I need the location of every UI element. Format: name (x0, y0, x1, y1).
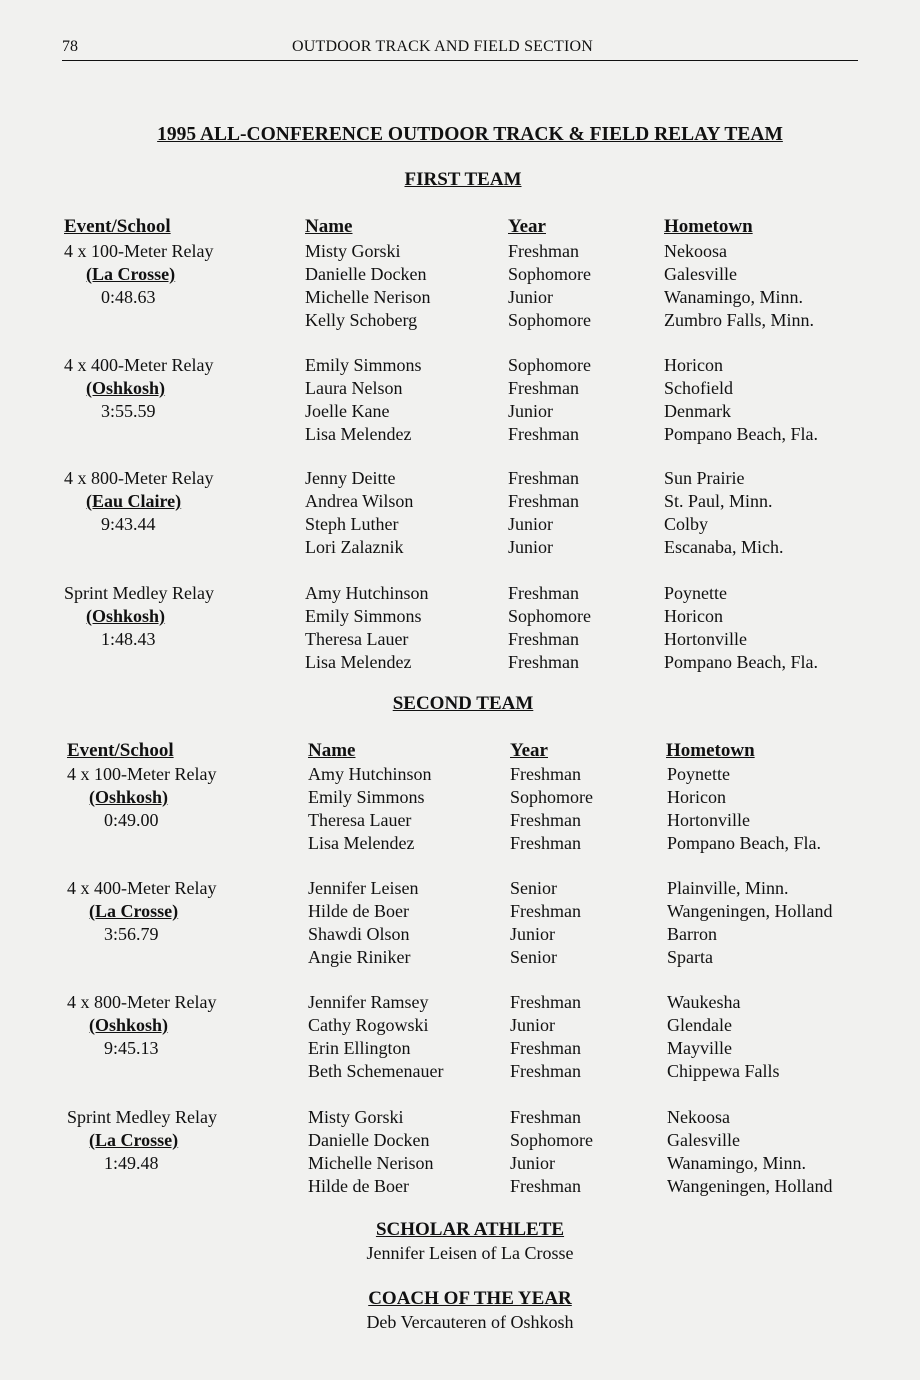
relay-school-name: (La Crosse) (86, 264, 176, 284)
runner-year: Freshman (510, 833, 581, 853)
page-number: 78 (62, 38, 78, 55)
runner-year: Freshman (508, 629, 579, 649)
runner-year: Junior (508, 287, 553, 307)
runner-hometown: Poynette (667, 764, 730, 784)
relay-block (0, 240, 920, 332)
column-header-year: Year (508, 216, 546, 237)
relay-event-cell (67, 991, 216, 1060)
runner-name: Theresa Lauer (305, 629, 409, 649)
runner-year: Freshman (510, 764, 581, 784)
runner-hometown-cell (667, 877, 833, 969)
runner-hometown: Wangeningen, Holland (667, 1176, 833, 1196)
runner-hometown: Pompano Beach, Fla. (664, 652, 818, 672)
relay-school-name: (Oshkosh) (86, 606, 166, 626)
runner-name: Cathy Rogowski (308, 1015, 429, 1035)
coach-of-year-heading: COACH OF THE YEAR (368, 1288, 572, 1309)
runner-name-cell (308, 1106, 433, 1198)
runner-hometown: Barron (667, 924, 717, 944)
runner-name: Hilde de Boer (308, 1176, 409, 1196)
relay-school (67, 900, 216, 923)
runner-name: Amy Hutchinson (305, 583, 429, 603)
relay-event: 4 x 400-Meter Relay (67, 878, 217, 898)
runner-name: Lisa Melendez (308, 833, 415, 853)
runner-hometown: Nekoosa (667, 1107, 730, 1127)
runner-name: Laura Nelson (305, 378, 403, 398)
relay-school (67, 1129, 217, 1152)
relay-school-name: (Oshkosh) (89, 787, 169, 807)
runner-year: Sophomore (508, 355, 591, 375)
runner-year: Freshman (508, 424, 579, 444)
runner-year: Sophomore (508, 264, 591, 284)
runner-name: Michelle Nerison (305, 287, 431, 307)
runner-hometown-cell (667, 991, 780, 1083)
runner-name: Joelle Kane (305, 401, 390, 421)
relay-event-cell (67, 1106, 217, 1175)
runner-hometown: Wanamingo, Minn. (664, 287, 804, 307)
runner-name: Misty Gorski (305, 241, 401, 261)
relay-school-name: (La Crosse) (89, 1130, 179, 1150)
relay-event-cell (64, 467, 213, 536)
runner-name: Misty Gorski (308, 1107, 404, 1127)
runner-hometown: Pompano Beach, Fla. (667, 833, 821, 853)
runner-year-cell (508, 467, 579, 559)
runner-hometown: Nekoosa (664, 241, 727, 261)
relay-block (0, 354, 920, 446)
document-title: 1995 ALL-CONFERENCE OUTDOOR TRACK & FIELD RELAY TEAM (157, 124, 783, 145)
runner-year: Junior (508, 401, 553, 421)
runner-hometown: Pompano Beach, Fla. (664, 424, 818, 444)
runner-year: Freshman (510, 1107, 581, 1127)
runner-name: Steph Luther (305, 514, 399, 534)
runner-name: Lori Zalaznik (305, 537, 404, 557)
column-header-hometown: Hometown (666, 740, 755, 761)
relay-time: 0:48.63 (101, 287, 156, 307)
relay-event: Sprint Medley Relay (67, 1107, 217, 1127)
runner-hometown-cell (667, 763, 821, 855)
relay-event-cell (64, 354, 213, 423)
relay-time: 0:49.00 (104, 810, 159, 830)
runner-hometown-cell (664, 354, 818, 446)
runner-name: Jennifer Leisen (308, 878, 419, 898)
relay-school (64, 263, 213, 286)
runner-hometown: Hortonville (664, 629, 747, 649)
relay-block (0, 991, 920, 1083)
relay-school (67, 786, 216, 809)
relay-block (0, 582, 920, 674)
runner-year: Senior (510, 878, 557, 898)
runner-name: Danielle Docken (305, 264, 427, 284)
runner-hometown: Plainville, Minn. (667, 878, 789, 898)
relay-school-name: (La Crosse) (89, 901, 179, 921)
runner-year: Sophomore (510, 787, 593, 807)
runner-name: Angie Riniker (308, 947, 411, 967)
relay-event-cell (64, 582, 214, 651)
runner-year: Freshman (510, 810, 581, 830)
relay-school-name: (Oshkosh) (89, 1015, 169, 1035)
runner-year: Freshman (508, 583, 579, 603)
runner-hometown: St. Paul, Minn. (664, 491, 773, 511)
runner-year: Freshman (508, 491, 579, 511)
runner-hometown: Horicon (664, 355, 723, 375)
runner-hometown: Waukesha (667, 992, 741, 1012)
runner-name-cell (308, 991, 443, 1083)
relay-school (67, 1014, 216, 1037)
runner-name: Jenny Deitte (305, 468, 396, 488)
runner-hometown: Hortonville (667, 810, 750, 830)
runner-name: Erin Ellington (308, 1038, 411, 1058)
runner-name-cell (305, 240, 430, 332)
runner-year: Freshman (508, 241, 579, 261)
runner-hometown-cell (664, 582, 818, 674)
column-header-name: Name (308, 740, 356, 761)
runner-year: Junior (510, 924, 555, 944)
runner-hometown: Wangeningen, Holland (667, 901, 833, 921)
runner-name: Jennifer Ramsey (308, 992, 429, 1012)
relay-event: 4 x 400-Meter Relay (64, 355, 214, 375)
relay-time: 9:45.13 (104, 1038, 159, 1058)
runner-year: Sophomore (510, 1130, 593, 1150)
coach-of-year-text: Deb Vercauteren of Oshkosh (366, 1312, 574, 1332)
runner-name: Emily Simmons (305, 606, 422, 626)
runner-name: Lisa Melendez (305, 424, 412, 444)
page-header (62, 38, 858, 61)
runner-name-cell (305, 467, 413, 559)
relay-event: Sprint Medley Relay (64, 583, 214, 603)
runner-name: Lisa Melendez (305, 652, 412, 672)
runner-hometown: Chippewa Falls (667, 1061, 780, 1081)
runner-year-cell (510, 877, 581, 969)
runner-name: Emily Simmons (308, 787, 425, 807)
runner-year-cell (508, 240, 591, 332)
relay-block (0, 467, 920, 559)
runner-year: Freshman (508, 652, 579, 672)
column-header-hometown: Hometown (664, 216, 753, 237)
runner-year: Sophomore (508, 606, 591, 626)
runner-year: Freshman (510, 992, 581, 1012)
column-header-year: Year (510, 740, 548, 761)
relay-school-name: (Oshkosh) (86, 378, 166, 398)
runner-hometown: Wanamingo, Minn. (667, 1153, 807, 1173)
runner-name: Theresa Lauer (308, 810, 412, 830)
column-header-event: Event/School (67, 740, 174, 761)
first-team-heading: FIRST TEAM (404, 169, 522, 190)
runner-hometown: Mayville (667, 1038, 732, 1058)
relay-block (0, 1106, 920, 1198)
runner-year-cell (508, 354, 591, 446)
runner-hometown-cell (664, 467, 783, 559)
second-team-heading: SECOND TEAM (392, 693, 534, 714)
runner-name: Michelle Nerison (308, 1153, 434, 1173)
runner-name: Danielle Docken (308, 1130, 430, 1150)
relay-time: 9:43.44 (101, 514, 156, 534)
relay-time: 1:49.48 (104, 1153, 159, 1173)
runner-name: Hilde de Boer (308, 901, 409, 921)
runner-hometown: Galesville (667, 1130, 740, 1150)
runner-hometown-cell (667, 1106, 833, 1198)
column-header-name: Name (305, 216, 353, 237)
runner-year-cell (508, 582, 591, 674)
scholar-athlete-heading: SCHOLAR ATHLETE (375, 1219, 565, 1240)
relay-school-name: (Eau Claire) (86, 491, 182, 511)
runner-hometown: Schofield (664, 378, 733, 398)
runner-name-cell (308, 877, 418, 969)
runner-year-cell (510, 763, 593, 855)
runner-hometown: Poynette (664, 583, 727, 603)
runner-hometown: Sparta (667, 947, 713, 967)
runner-hometown: Denmark (664, 401, 731, 421)
relay-block (0, 763, 920, 855)
runner-hometown: Sun Prairie (664, 468, 745, 488)
runner-year: Junior (510, 1153, 555, 1173)
relay-time: 3:56.79 (104, 924, 159, 944)
runner-year: Junior (508, 514, 553, 534)
runner-name: Amy Hutchinson (308, 764, 432, 784)
runner-year: Junior (508, 537, 553, 557)
runner-year: Sophomore (508, 310, 591, 330)
relay-event: 4 x 800-Meter Relay (64, 468, 214, 488)
runner-hometown: Zumbro Falls, Minn. (664, 310, 815, 330)
relay-time: 3:55.59 (101, 401, 156, 421)
relay-block (0, 877, 920, 969)
runner-year: Freshman (510, 1038, 581, 1058)
runner-hometown: Glendale (667, 1015, 732, 1035)
column-header-event: Event/School (64, 216, 171, 237)
relay-event-cell (67, 877, 216, 946)
section-title: OUTDOOR TRACK AND FIELD SECTION (292, 38, 594, 55)
runner-year: Freshman (510, 1176, 581, 1196)
runner-year-cell (510, 1106, 593, 1198)
relay-event: 4 x 100-Meter Relay (67, 764, 217, 784)
relay-school (64, 490, 213, 513)
relay-event: 4 x 100-Meter Relay (64, 241, 214, 261)
runner-name-cell (308, 763, 432, 855)
relay-event: 4 x 800-Meter Relay (67, 992, 217, 1012)
runner-name-cell (305, 354, 422, 446)
runner-hometown: Galesville (664, 264, 737, 284)
runner-year-cell (510, 991, 581, 1083)
runner-year: Senior (510, 947, 557, 967)
runner-hometown: Horicon (664, 606, 723, 626)
scholar-athlete-text: Jennifer Leisen of La Crosse (366, 1243, 574, 1263)
runner-year: Freshman (508, 378, 579, 398)
runner-name: Emily Simmons (305, 355, 422, 375)
runner-year: Freshman (508, 468, 579, 488)
relay-event-cell (64, 240, 213, 309)
runner-hometown: Escanaba, Mich. (664, 537, 784, 557)
runner-name: Shawdi Olson (308, 924, 410, 944)
runner-name-cell (305, 582, 429, 674)
runner-year: Freshman (510, 901, 581, 921)
runner-hometown: Colby (664, 514, 709, 534)
runner-name: Kelly Schoberg (305, 310, 418, 330)
runner-name: Beth Schemenauer (308, 1061, 444, 1081)
relay-school (64, 605, 214, 628)
runner-hometown-cell (664, 240, 814, 332)
runner-year: Freshman (510, 1061, 581, 1081)
runner-year: Junior (510, 1015, 555, 1035)
runner-name: Andrea Wilson (305, 491, 414, 511)
relay-event-cell (67, 763, 216, 832)
relay-school (64, 377, 213, 400)
runner-hometown: Horicon (667, 787, 726, 807)
relay-time: 1:48.43 (101, 629, 156, 649)
